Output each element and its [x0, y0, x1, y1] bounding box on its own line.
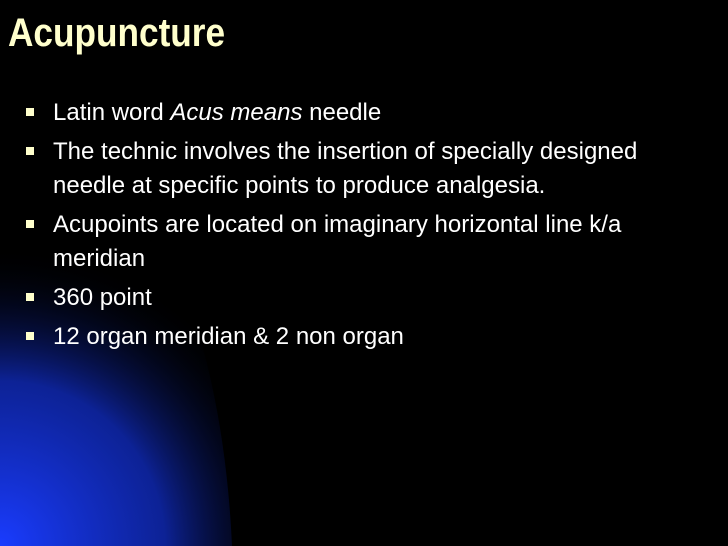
slide-title: Acupuncture [8, 11, 226, 55]
bullet-text: The technic involves the insertion of specially designed needle at specific points to produce analgesia. [53, 138, 638, 199]
square-bullet-icon [26, 108, 34, 116]
square-bullet-icon [26, 293, 34, 301]
bullet-item-latin-word [22, 96, 712, 130]
square-bullet-icon [26, 147, 34, 155]
bullet-item-technic [22, 135, 712, 203]
bullet-text: 360 point [53, 284, 152, 311]
bullet-item-acupoints [22, 208, 712, 276]
bullet-text-italic: Acus means [170, 99, 303, 126]
square-bullet-icon [26, 332, 34, 340]
bullet-text-post: needle [302, 99, 382, 126]
bullet-text: 12 organ meridian & 2 non organ [53, 323, 404, 350]
bullet-item-organ-meridian [22, 320, 712, 354]
square-bullet-icon [26, 220, 34, 228]
bullet-list [22, 96, 712, 359]
bullet-text-pre: Latin word [53, 99, 171, 126]
bullet-item-points [22, 281, 712, 315]
bullet-text: Acupoints are located on imaginary horizontal line k/a meridian [53, 211, 622, 272]
